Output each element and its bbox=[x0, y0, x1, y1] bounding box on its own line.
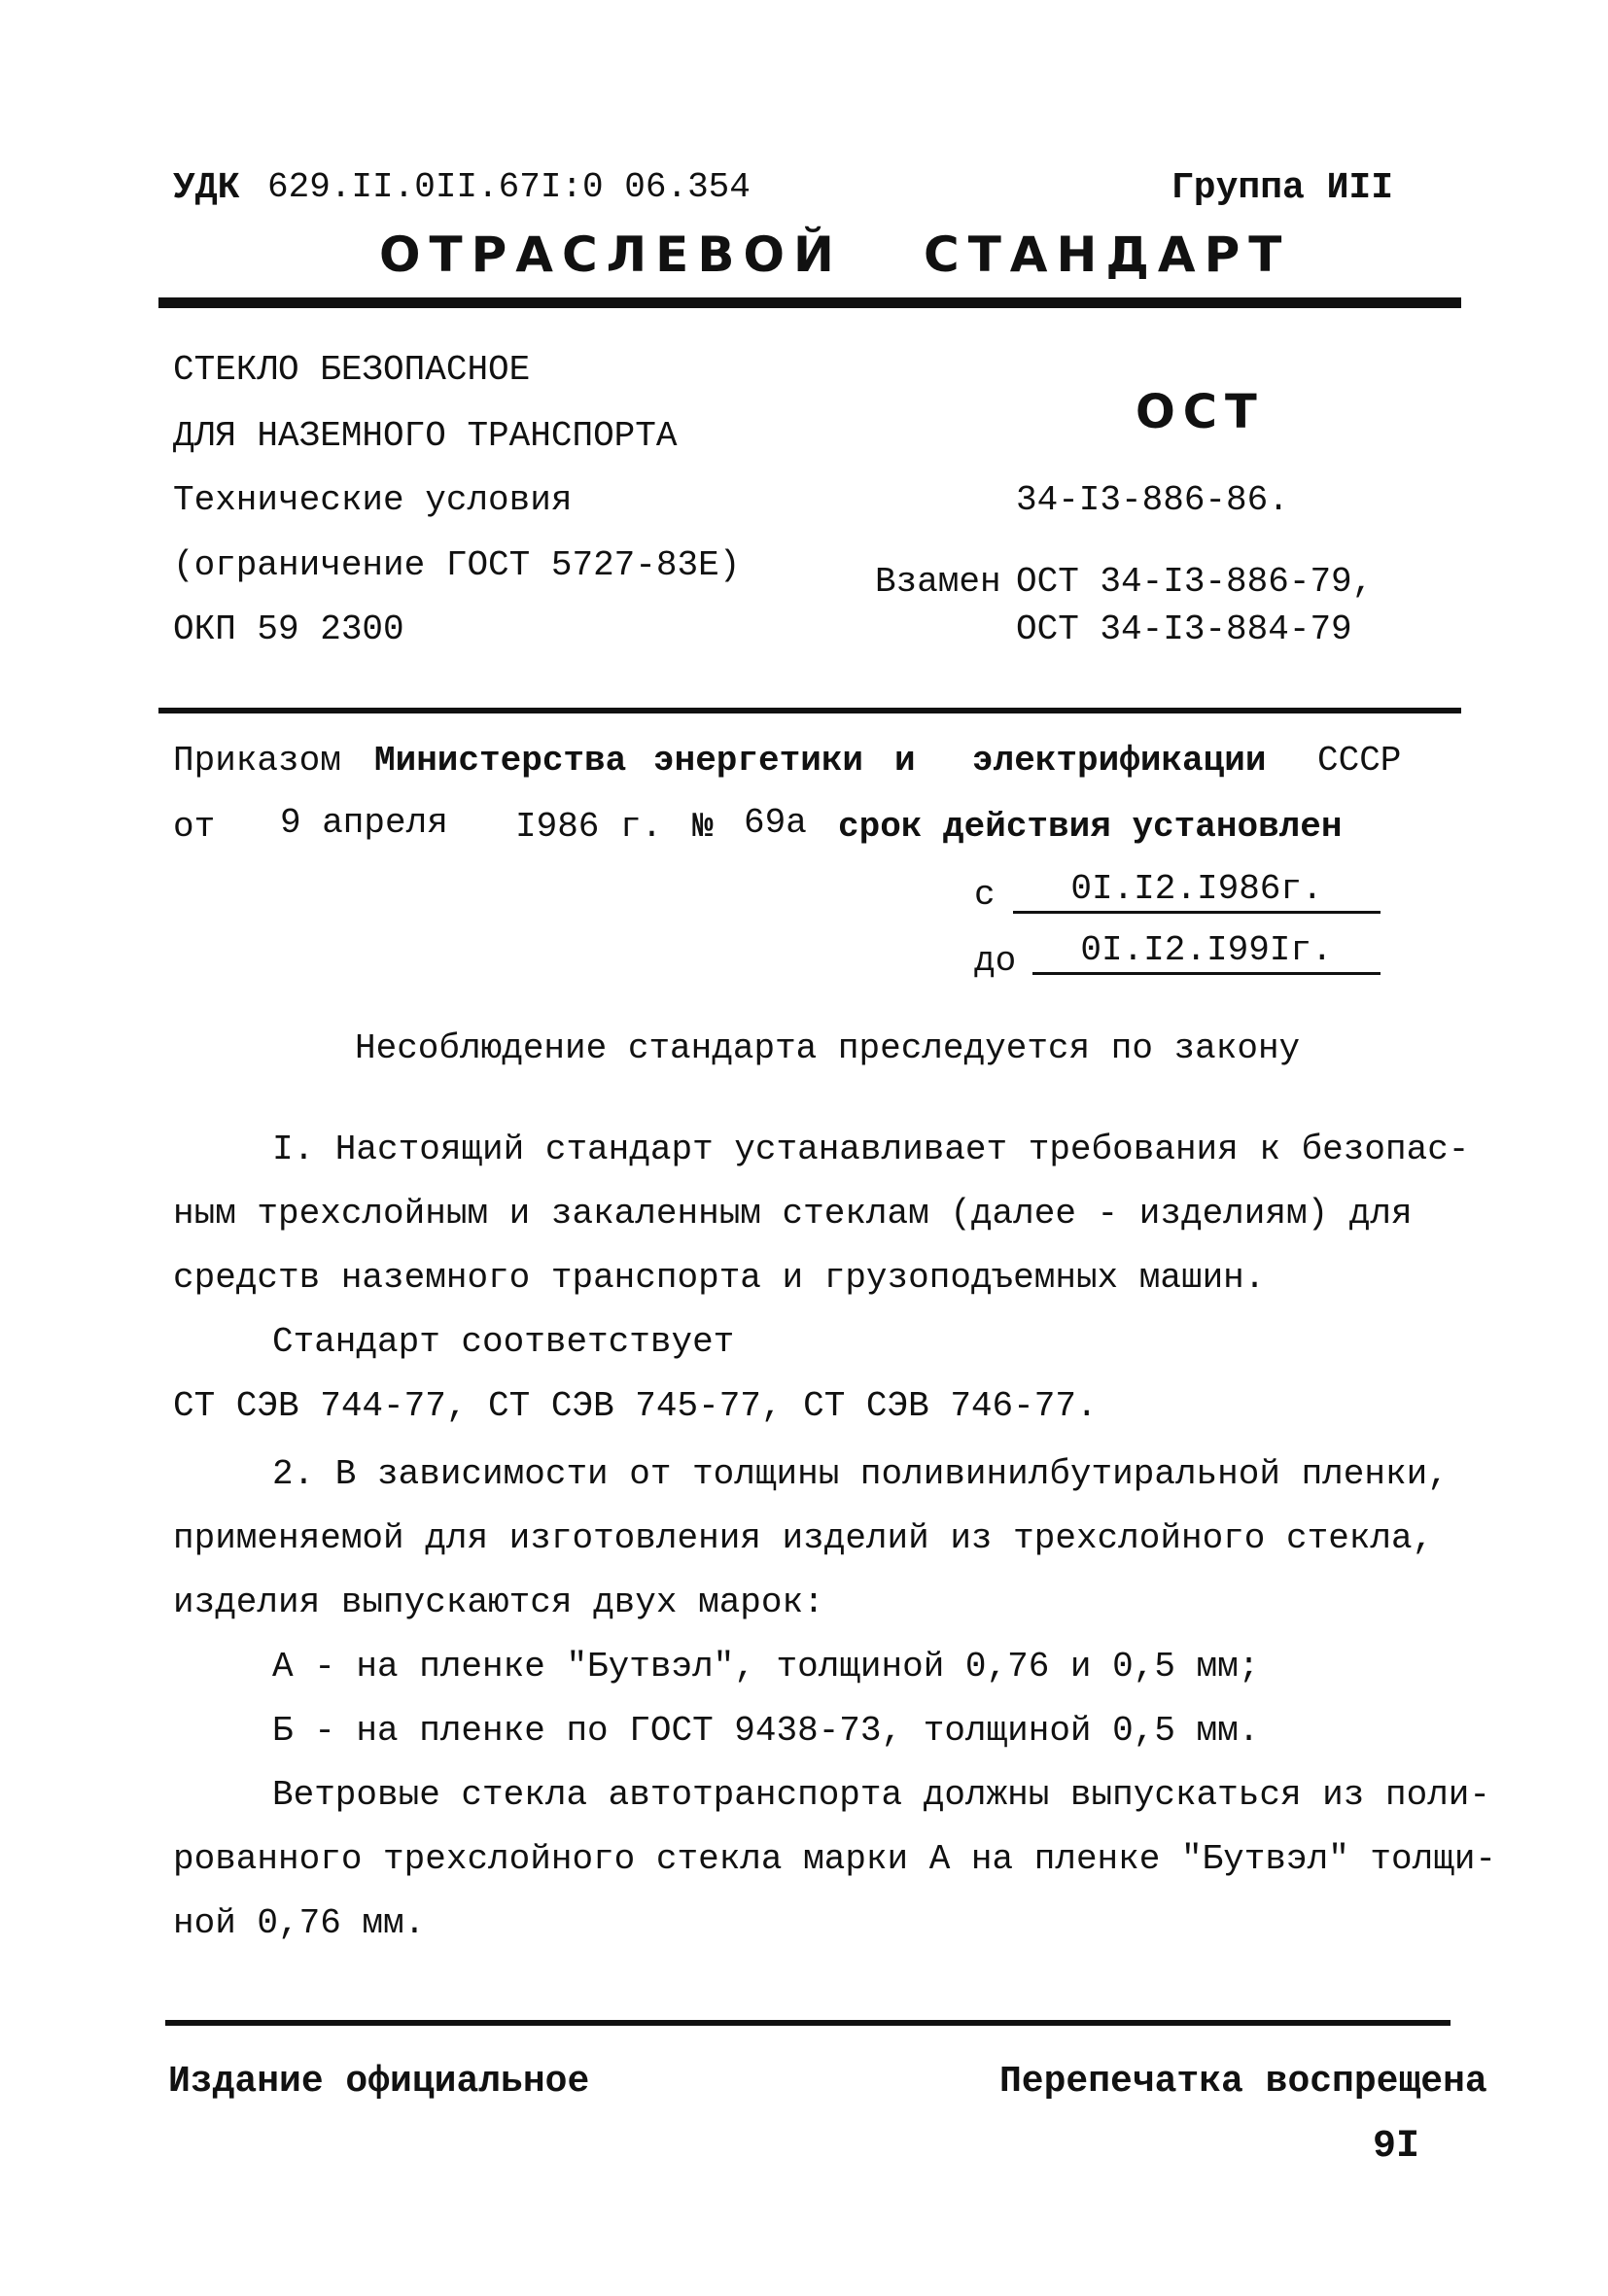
order-word: Приказом bbox=[173, 741, 341, 781]
page-number: 9I bbox=[1373, 2125, 1420, 2169]
title-standart: СТАНДАРТ bbox=[924, 226, 1291, 283]
group-label: Группа ИII bbox=[1171, 167, 1394, 209]
replaces-ost-2: ОСТ 34-I3-884-79 bbox=[1016, 609, 1352, 649]
paragraph-6-line1: Ветровые стекла автотранспорта должны выпускаться из поли- bbox=[272, 1775, 1491, 1815]
ost-label: ОСТ bbox=[1136, 385, 1265, 439]
since-date: 0I.I2.I986г. bbox=[1013, 868, 1381, 914]
paragraph-2-line2: СТ СЭВ 744-77, СТ СЭВ 745-77, СТ СЭВ 746-77. bbox=[173, 1386, 1098, 1426]
udk-label: УДК bbox=[173, 167, 240, 209]
okp-code: ОКП 59 2300 bbox=[173, 609, 404, 649]
validity-text: срок действия установлен bbox=[838, 807, 1343, 847]
legal-notice: Несоблюдение стандарта преследуется по закону bbox=[355, 1028, 1301, 1068]
footer-official-edition: Издание официальное bbox=[168, 2061, 590, 2103]
order-number: 69а bbox=[744, 803, 807, 843]
product-name-line3: Технические условия bbox=[173, 480, 573, 520]
order-word: Министерства bbox=[374, 741, 627, 781]
udk-code: 629.II.0II.67I:0 06.354 bbox=[267, 167, 751, 207]
since-label: с bbox=[974, 875, 996, 915]
replaces-ost-1: ОСТ 34-I3-886-79, bbox=[1016, 562, 1374, 602]
order-word: электрификации bbox=[972, 741, 1267, 781]
footer-rule bbox=[165, 2020, 1451, 2026]
title-otraslevoy: ОТРАСЛЕВОЙ bbox=[379, 226, 843, 283]
footer-reprint-prohibited: Перепечатка воспрещена bbox=[999, 2061, 1487, 2103]
order-word: и bbox=[894, 741, 916, 781]
until-label: до bbox=[974, 941, 1017, 981]
paragraph-6-line3: ной 0,76 мм. bbox=[173, 1903, 426, 1943]
paragraph-1-line1: I. Настоящий стандарт устанавливает требования к безопас- bbox=[272, 1130, 1470, 1169]
paragraph-6-line2: рованного трехслойного стекла марки А на пленке "Бутвэл" толщи- bbox=[173, 1839, 1497, 1879]
product-name-line4: (ограничение ГОСТ 5727-83Е) bbox=[173, 545, 741, 585]
replaces-label: Взамен bbox=[875, 562, 1001, 602]
order-word: СССР bbox=[1317, 741, 1402, 781]
product-name-line1: СТЕКЛО БЕЗОПАСНОЕ bbox=[173, 350, 531, 390]
order-year: I986 г. bbox=[515, 807, 663, 847]
paragraph-1-line3: средств наземного транспорта и грузоподъемных машин. bbox=[173, 1258, 1266, 1298]
header-thick-rule bbox=[158, 297, 1461, 308]
paragraph-3-line2: применяемой для изготовления изделий из трехслойного стекла, bbox=[173, 1518, 1434, 1558]
paragraph-1-line2: ным трехслойным и закаленным стеклам (далее - изделиям) для bbox=[173, 1194, 1413, 1234]
info-rule bbox=[158, 708, 1461, 713]
order-day: 9 апреля bbox=[280, 803, 448, 843]
order-number-sign: № bbox=[692, 807, 714, 847]
paragraph-3-line1: 2. В зависимости от толщины поливинилбутиральной пленки, bbox=[272, 1454, 1449, 1494]
order-word: энергетики bbox=[653, 741, 864, 781]
paragraph-3-line3: изделия выпускаются двух марок: bbox=[173, 1583, 824, 1622]
grade-a-line: А - на пленке "Бутвэл", толщиной 0,76 и 0,5 мм; bbox=[272, 1647, 1260, 1687]
ost-number: 34-I3-886-86. bbox=[1016, 480, 1289, 520]
order-from: от bbox=[173, 807, 216, 847]
product-name-line2: ДЛЯ НАЗЕМНОГО ТРАНСПОРТА bbox=[173, 416, 678, 456]
until-date: 0I.I2.I99Iг. bbox=[1032, 929, 1381, 975]
paragraph-2-line1: Стандарт соответствует bbox=[272, 1322, 735, 1362]
grade-b-line: Б - на пленке по ГОСТ 9438-73, толщиной 0,5 мм. bbox=[272, 1711, 1260, 1751]
